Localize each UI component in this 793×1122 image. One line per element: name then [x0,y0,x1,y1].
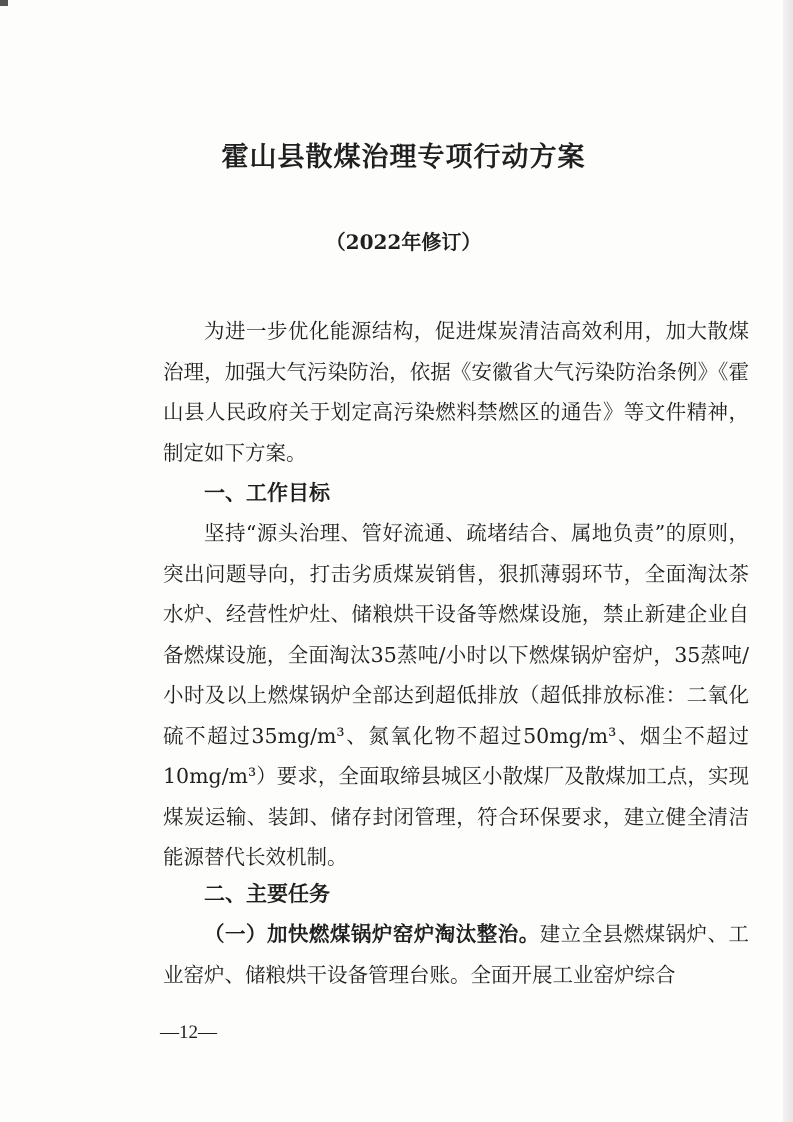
intro-paragraph: 为进一步优化能源结构，促进煤炭清洁高效利用，加大散煤治理，加强大气污染防治，依据《安徽省大气污染防治条例》《霍山县人民政府关于划定高污染燃料禁燃区的通告》等文件精神，制定如下方案。 [163,319,749,465]
section-heading-tasks: 二、主要任务 [204,882,330,906]
scan-corner-mark [0,0,8,6]
task-one-body: 建立全县燃煤锅炉、工业窑炉、储粮烘干设备管理台账。全面开展工业窑炉综合 [163,922,750,987]
page-number: —12— [160,1022,217,1043]
task-one-paragraph [163,914,749,995]
task-one-lead: （一）加快燃煤锅炉窑炉淘汰整治。 [204,922,540,946]
section-heading-goals: 一、工作目标 [204,481,330,505]
document-subtitle: （2022年修订） [325,230,482,254]
goals-paragraph: 坚持“源头治理、管好流通、疏堵结合、属地负责”的原则，突出问题导向，打击劣质煤炭销售，狠抓薄弱环节，全面淘汰茶水炉、经营性炉灶、储粮烘干设备等燃煤设施，禁止新建企业自备燃煤设施，全面淘汰35蒸吨/小时以下燃煤锅炉窑炉，35蒸吨/小时及以上燃煤锅炉全部达到超低排放（超低排放标准：二氧化硫不超过35mg/m³、氮氧化物不超过50mg/m³、烟尘不超过10mg/m³）要求，全面取缔县城区小散煤厂及散煤加工点，实现煤炭运输、装卸、储存封闭管理，符合环保要求，建立健全清洁能源替代长效机制。 [163,521,749,869]
document-title: 霍山县散煤治理专项行动方案 [221,142,586,173]
